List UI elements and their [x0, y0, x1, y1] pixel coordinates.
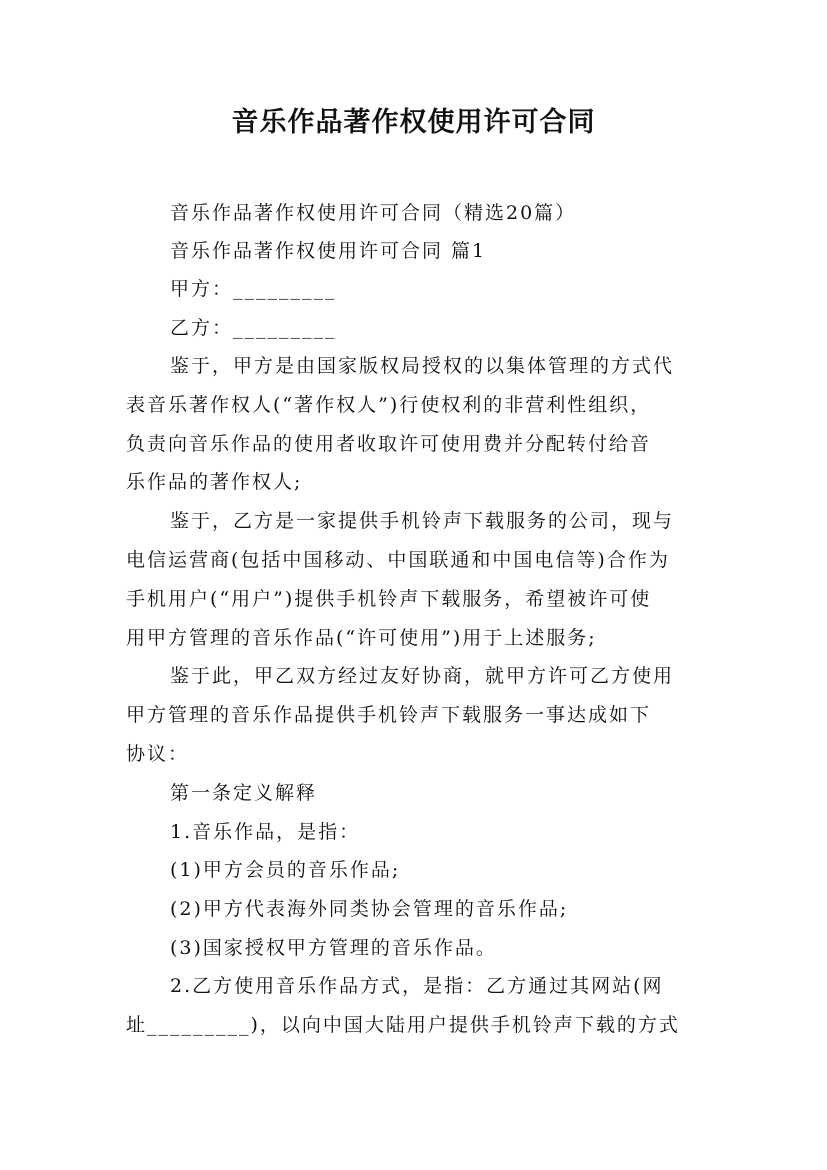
clause-line: (1)甲方会员的音乐作品; [170, 859, 401, 881]
subtitle-line: 音乐作品著作权使用许可合同（精选20篇） [170, 202, 577, 224]
document-title: 音乐作品著作权使用许可合同 [231, 107, 596, 138]
paragraph-line: 协议： [126, 743, 190, 765]
section-heading: 音乐作品著作权使用许可合同 篇1 [170, 240, 487, 262]
clause-line: 址_________)，以向中国大陆用户提供手机铃声下载的方式 [126, 1014, 680, 1036]
clause-line: (3)国家授权甲方管理的音乐作品。 [170, 937, 497, 959]
paragraph-line: 电信运营商(包括中国移动、中国联通和中国电信等)合作为 [126, 549, 670, 571]
paragraph-line: 甲方管理的音乐作品提供手机铃声下载服务一事达成如下 [126, 704, 652, 726]
party-a-line: 甲方：_________ [170, 278, 337, 300]
paragraph-line: 手机用户(“用户”)提供手机铃声下载服务，希望被许可使 [126, 588, 652, 610]
clause-line: 1.音乐作品，是指： [170, 821, 361, 843]
paragraph-line: 负责向音乐作品的使用者收取许可使用费并分配转付给音 [126, 433, 652, 455]
party-b-line: 乙方：_________ [170, 317, 337, 339]
paragraph-line: 用甲方管理的音乐作品(“许可使用”)用于上述服务; [126, 627, 597, 649]
paragraph-line: 鉴于，甲方是由国家版权局授权的以集体管理的方式代 [170, 355, 675, 377]
paragraph-line: 鉴于，乙方是一家提供手机铃声下载服务的公司，现与 [170, 510, 675, 532]
paragraph-line: 鉴于此，甲乙双方经过友好协商，就甲方许可乙方使用 [170, 665, 675, 687]
clause-line: (2)甲方代表海外同类协会管理的音乐作品; [170, 898, 569, 920]
article-heading: 第一条定义解释 [170, 782, 318, 804]
clause-line: 2.乙方使用音乐作品方式，是指：乙方通过其网站(网 [170, 975, 664, 997]
paragraph-line: 乐作品的著作权人; [126, 471, 303, 493]
paragraph-line: 表音乐著作权人(“著作权人”)行使权利的非营利性组织， [126, 394, 652, 416]
